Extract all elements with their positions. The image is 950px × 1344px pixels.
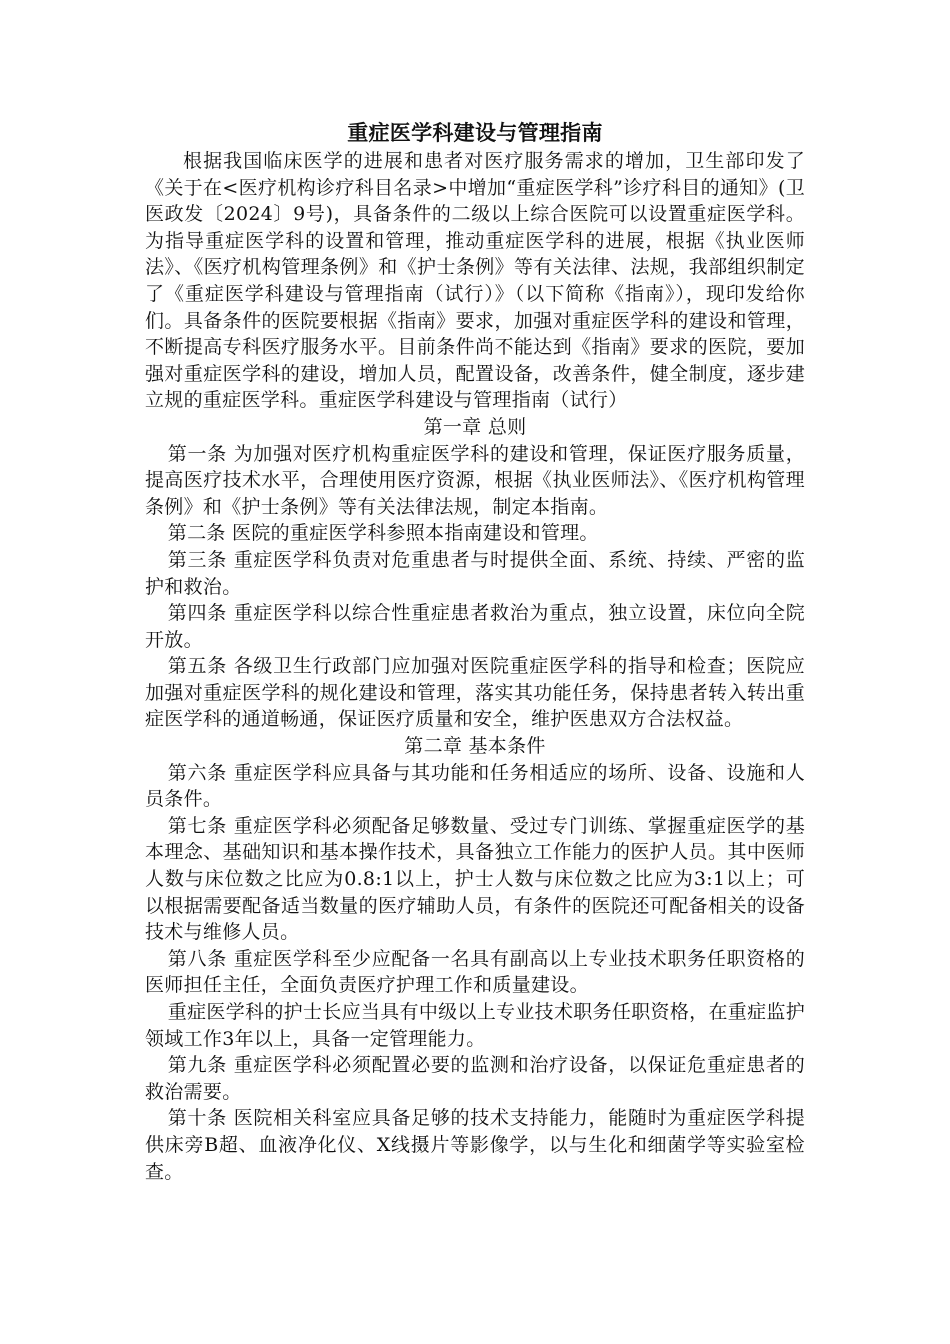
article-10: 第十条 医院相关科室应具备足够的技术支持能力，能随时为重症医学科提供床旁B超、血液净化仪、X线摄片等影像学，以与生化和细菌学等实验室检查。 bbox=[145, 1107, 805, 1183]
article-8-head-nurse: 重症医学科的护士长应当具有中级以上专业技术职务任职资格，在重症监护领域工作3年以上，具备一定管理能力。 bbox=[145, 1001, 805, 1050]
article-4: 第四条 重症医学科以综合性重症患者救治为重点，独立设置，床位向全院开放。 bbox=[145, 602, 805, 651]
chapter-1-heading: 第一章 总则 bbox=[423, 415, 527, 438]
article-6: 第六条 重症医学科应具备与其功能和任务相适应的场所、设备、设施和人员条件。 bbox=[145, 761, 805, 811]
article-5: 第五条 各级卫生行政部门应加强对医院重症医学科的指导和检查；医院应加强对重症医学科的规化建设和管理，落实其功能任务，保持患者转入转出重症医学科的通道畅通，保证医疗质量和安全，维护医患双方合法权益。 bbox=[145, 655, 805, 731]
article-3: 第三条 重症医学科负责对危重患者与时提供全面、系统、持续、严密的监护和救治。 bbox=[145, 548, 805, 598]
article-7: 第七条 重症医学科必须配备足够数量、受过专门训练、掌握重症医学的基本理念、基础知识和基本操作技术，具备独立工作能力的医护人员。其中医师人数与床位数之比应为0.8:1以上，护士人数与床位数之比应为3:1以上；可以根据需要配备适当数量的医疗辅助人员，有条件的医院还可配备相关的设备技术与维修人员。 bbox=[145, 814, 805, 944]
article-8: 第八条 重症医学科至少应配备一名具有副高以上专业技术职务任职资格的医师担任主任，全面负责医疗护理工作和质量建设。 bbox=[145, 947, 805, 997]
intro-paragraph: 根据我国临床医学的进展和患者对医疗服务需求的增加，卫生部印发了《关于在<医疗机构诊疗科目名录>中增加“重症医学科”诊疗科目的通知》(卫医政发〔2024〕9号)，具备条件的二级以上综合医院可以设置重症医学科。为指导重症医学科的设置和管理，推动重症医学科的进展，根据《执业医师法》、《医疗机构管理条例》和《护士条例》等有关法律、法规，我部组织制定了《重症医学科建设与管理指南（试行）》（以下简称《指南》），现印发给你们。具备条件的医院要根据《指南》要求，加强对重症医学科的建设和管理，不断提高专科医疗服务水平。目前条件尚不能达到《指南》要求的医院，要加强对重症医学科的建设，增加人员，配置设备，改善条件，健全制度，逐步建立规的重症医学科。重症医学科建设与管理指南（试行） bbox=[145, 150, 805, 412]
article-2: 第二条 医院的重症医学科参照本指南建设和管理。 bbox=[167, 522, 599, 545]
article-9: 第九条 重症医学科必须配置必要的监测和治疗设备，以保证危重症患者的救治需要。 bbox=[145, 1054, 805, 1103]
document-title: 重症医学科建设与管理指南 bbox=[347, 120, 603, 145]
chapter-2-heading: 第二章 基本条件 bbox=[404, 735, 546, 758]
document-page bbox=[145, 118, 805, 1185]
article-1: 第一条 为加强对医疗机构重症医学科的建设和管理，保证医疗服务质量，提高医疗技术水平，合理使用医疗资源，根据《执业医师法》、《医疗机构管理条例》和《护士条例》等有关法律法规，制定本指南。 bbox=[145, 442, 805, 518]
